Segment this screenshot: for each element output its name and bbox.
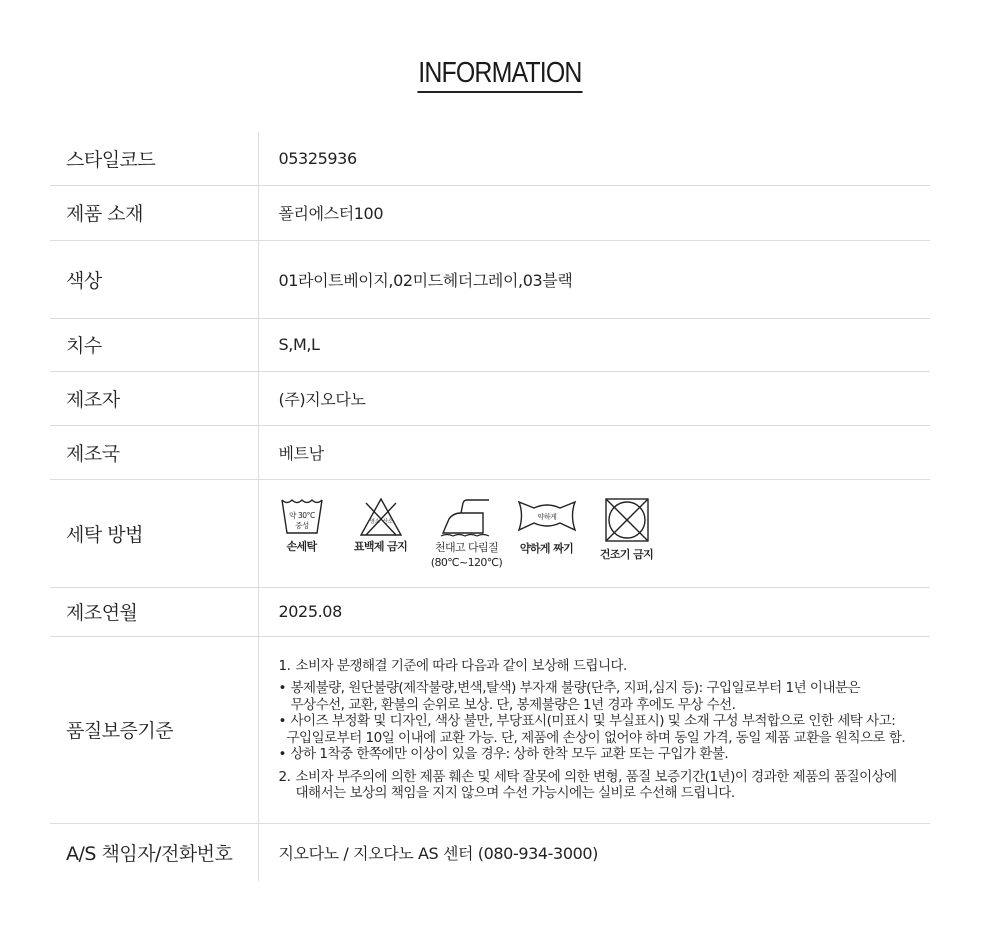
row-material <box>50 185 930 240</box>
bullet-dot: • <box>278 680 286 696</box>
as-value: 지오다노 / 지오다노 AS 센터 (080-934-3000) <box>258 823 930 881</box>
row-as <box>50 823 930 881</box>
quality-bullet-3 <box>279 746 931 763</box>
gentle-wring-symbol <box>507 497 587 556</box>
hand-wash-caption: 손세탁 <box>286 539 317 553</box>
quality-bullet-2 <box>279 713 931 730</box>
gentle-wring-caption: 약하게 짜기 <box>519 541 574 555</box>
no-dryer-symbol <box>587 497 667 562</box>
quality-bullet-1 <box>279 680 931 697</box>
maker-value: (주)지오다노 <box>258 371 930 425</box>
wring-inner-text: 약하게 <box>536 512 557 521</box>
row-wash <box>50 479 930 587</box>
quality-bullet-3-text: 상하 1착중 한쪽에만 이상이 있을 경우: 상하 한착 모두 교환 또는 구입가 환불. <box>290 746 729 762</box>
quality-text <box>279 658 931 802</box>
iron-symbol <box>427 497 507 570</box>
no-dryer-caption: 건조기 금지 <box>599 547 654 561</box>
size-label: 치수 <box>66 335 102 357</box>
information-heading <box>0 55 1000 93</box>
quality-item-2-line2: 대해서는 보상의 책임을 지지 않으며 수선 가능시에는 실비로 수선해 드립니다. <box>295 785 735 801</box>
iron-icon <box>437 497 497 537</box>
bullet-dot: • <box>278 746 286 762</box>
iron-caption-line2: (80℃~120℃) <box>430 555 503 569</box>
wash-icons-cell <box>258 479 930 587</box>
row-country <box>50 425 930 479</box>
maker-label: 제조자 <box>66 388 120 411</box>
color-value: 01라이트베이지,02미드헤더그레이,03블랙 <box>258 240 930 318</box>
no-bleach-caption: 표백제 금지 <box>353 539 408 553</box>
quality-num-1: 1. <box>278 657 291 674</box>
quality-label: 품질보증기준 <box>66 720 174 742</box>
style-code-value: 05325936 <box>258 132 930 185</box>
row-size <box>50 318 930 371</box>
row-maker <box>50 371 930 425</box>
row-quality <box>50 636 930 823</box>
hand-wash-icon <box>280 497 324 535</box>
country-label: 제조국 <box>66 442 120 465</box>
date-label: 제조연월 <box>66 602 138 624</box>
product-info-table <box>50 132 930 881</box>
bullet-dot: • <box>278 713 286 729</box>
color-label: 색상 <box>66 269 102 292</box>
no-dryer-icon <box>604 497 650 543</box>
material-label: 제품 소재 <box>66 203 143 225</box>
quality-bullet-1-line2: 무상수선, 교환, 환불의 순위로 보상. 단, 봉제불량은 1년 경과 후에도 무상 수선. <box>290 696 736 713</box>
quality-item-1 <box>279 658 931 675</box>
wash-icons <box>279 497 931 570</box>
quality-bullet-2-line1: 사이즈 부정확 및 디자인, 색상 불만, 부당표시(미표시 및 부실표시) 및 소재 구성 부적합으로 인한 세탁 사고: <box>290 713 896 729</box>
quality-bullet-1-line1: 봉제불량, 원단불량(제작불량,변색,탈색) 부자재 불량(단추, 지퍼,심지 등): 구입일로부터 1년 이내분은 <box>290 680 861 696</box>
size-value: S,M,L <box>258 318 930 371</box>
row-date <box>50 587 930 636</box>
date-value: 2025.08 <box>258 587 930 636</box>
as-label: A/S 책임자/전화번호 <box>66 842 233 865</box>
page-title: INFORMATION <box>418 55 583 93</box>
quality-bullet-2-line2: 구입일로부터 10일 이내에 교환 가능. 단, 제품에 손상이 없어야 하며 동일 가격, 동일 제품 교환을 원칙으로 함. <box>286 729 906 746</box>
no-bleach-symbol <box>345 497 417 554</box>
hand-wash-detergent: 중성 <box>294 520 309 530</box>
quality-item-2 <box>279 769 931 786</box>
row-color <box>50 240 930 318</box>
bleach-oxygen: 산소 <box>382 518 392 525</box>
material-value: 폴리에스터100 <box>258 185 930 240</box>
quality-cell <box>258 636 930 823</box>
wash-label: 세탁 방법 <box>66 523 143 546</box>
iron-caption <box>431 540 503 570</box>
hand-wash-symbol <box>271 497 333 554</box>
bleach-chlorine: 염소 <box>369 518 379 525</box>
no-bleach-icon <box>359 497 403 537</box>
quality-item-2-line1: 소비자 부주의에 의한 제품 훼손 및 세탁 잘못에 의한 변형, 품질 보증기간(1년)이 경과한 제품의 품질이상에 <box>295 768 897 785</box>
style-code-label: 스타일코드 <box>66 148 156 171</box>
wring-icon <box>516 497 578 535</box>
quality-item-1-text: 소비자 분쟁해결 기준에 따라 다음과 같이 보상해 드립니다. <box>295 657 627 674</box>
iron-caption-line1: 천대고 다림질 <box>434 540 499 554</box>
quality-num-2: 2. <box>278 768 291 785</box>
country-value: 베트남 <box>258 425 930 479</box>
hand-wash-temp: 약 30°C <box>288 510 315 520</box>
row-style-code <box>50 132 930 185</box>
